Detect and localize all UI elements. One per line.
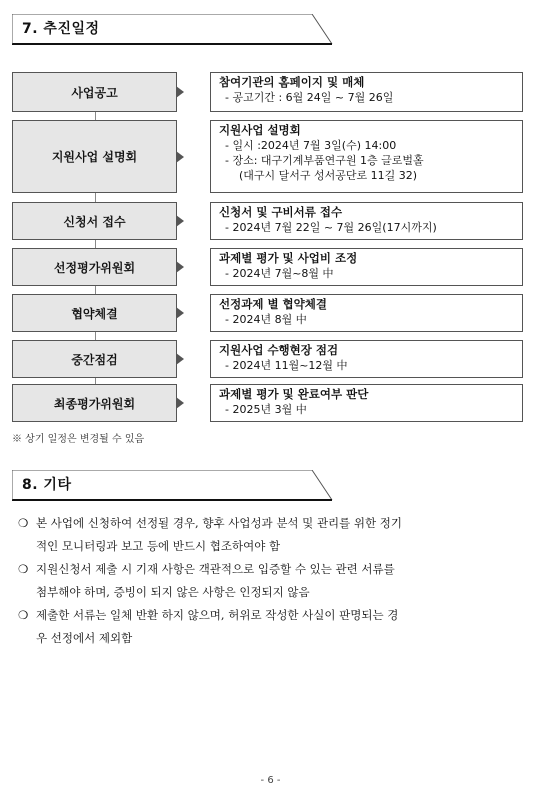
step-detail-head: 과제별 평가 및 완료여부 판단 (219, 387, 369, 401)
step-label: 선정평가위원회 (53, 260, 136, 275)
schedule-note: ※ 상기 일정은 변경될 수 있음 (12, 434, 145, 445)
step-detail-head: 과제별 평가 및 사업비 조정 (219, 251, 358, 265)
list-item (12, 558, 532, 604)
list-item (12, 604, 532, 650)
circle-bullet-icon: ❍ (18, 608, 29, 622)
step-detail-line: - 2024년 11월~12월 中 (225, 359, 348, 372)
step-label-box (12, 202, 177, 240)
step-detail-line: - 2024년 8월 中 (225, 313, 307, 326)
schedule-step (12, 120, 523, 193)
section-8-header (12, 470, 332, 500)
step-label: 신청서 접수 (63, 214, 126, 229)
list-item-line: 지원신청서 제출 시 기재 사항은 객관적으로 입증할 수 있는 관련 서류를 (36, 562, 395, 576)
step-detail-line: - 장소: 대구기계부품연구원 1층 글로벌홀 (225, 154, 424, 167)
step-label: 사업공고 (71, 85, 118, 100)
step-detail-head: 지원사업 수행현장 점검 (219, 343, 339, 357)
step-label-box (12, 120, 177, 193)
step-detail-line: (대구시 달서구 성서공단로 11길 32) (225, 169, 418, 182)
step-detail-box (210, 72, 523, 112)
schedule-step (12, 340, 523, 378)
list-item-line: 첨부해야 하며, 증빙이 되지 않은 사항은 인정되지 않음 (36, 585, 310, 599)
step-detail-box (210, 202, 523, 240)
step-label-box (12, 294, 177, 332)
step-detail-box (210, 248, 523, 286)
step-detail-box (210, 120, 523, 193)
circle-bullet-icon: ❍ (18, 562, 29, 576)
list-item (12, 512, 532, 558)
step-detail-line: - 일시 :2024년 7월 3일(수) 14:00 (225, 139, 397, 152)
etc-list (12, 512, 532, 650)
list-item-line: 우 선정에서 제외함 (36, 631, 133, 645)
step-detail-head: 신청서 및 구비서류 접수 (219, 205, 343, 219)
page-number: - 6 - (260, 775, 281, 786)
step-detail-box (210, 294, 523, 332)
list-item-line: 적인 모니터링과 보고 등에 반드시 협조하여야 함 (36, 539, 281, 553)
list-item-line: 제출한 서류는 일체 반환 하지 않으며, 허위로 작성한 사실이 판명되는 경 (36, 608, 399, 622)
step-detail-line: - 2024년 7월 22일 ~ 7월 26일(17시까지) (225, 221, 437, 234)
section-7-header (12, 14, 332, 44)
step-label: 지원사업 설명회 (51, 150, 138, 164)
step-label-box (12, 384, 177, 422)
step-detail-head: 지원사업 설명회 (219, 123, 301, 137)
step-detail-line: - 2024년 7월~8월 中 (225, 267, 334, 280)
step-detail-box (210, 384, 523, 422)
circle-bullet-icon: ❍ (18, 516, 29, 530)
schedule-step (12, 202, 523, 240)
step-detail-head: 참여기관의 홈페이지 및 매체 (219, 75, 365, 89)
step-label-box (12, 72, 177, 112)
step-label: 최종평가위원회 (53, 396, 136, 411)
step-detail-line: - 공고기간 : 6월 24일 ~ 7월 26일 (225, 91, 394, 104)
section-title: 8. 기타 (22, 477, 72, 493)
schedule-step (12, 294, 523, 332)
schedule-step (12, 72, 523, 112)
step-label: 협약체결 (71, 306, 118, 321)
step-detail-line: - 2025년 3월 中 (225, 403, 307, 416)
schedule-step (12, 384, 523, 422)
step-label-box (12, 248, 177, 286)
step-detail-box (210, 340, 523, 378)
step-label: 중간점검 (71, 352, 118, 367)
schedule-step (12, 248, 523, 286)
step-detail-head: 선정과제 별 협약체결 (219, 297, 327, 311)
section-title: 7. 추진일정 (22, 21, 100, 37)
step-label-box (12, 340, 177, 378)
list-item-line: 본 사업에 신청하여 선정될 경우, 향후 사업성과 분석 및 관리를 위한 정기 (36, 516, 403, 530)
